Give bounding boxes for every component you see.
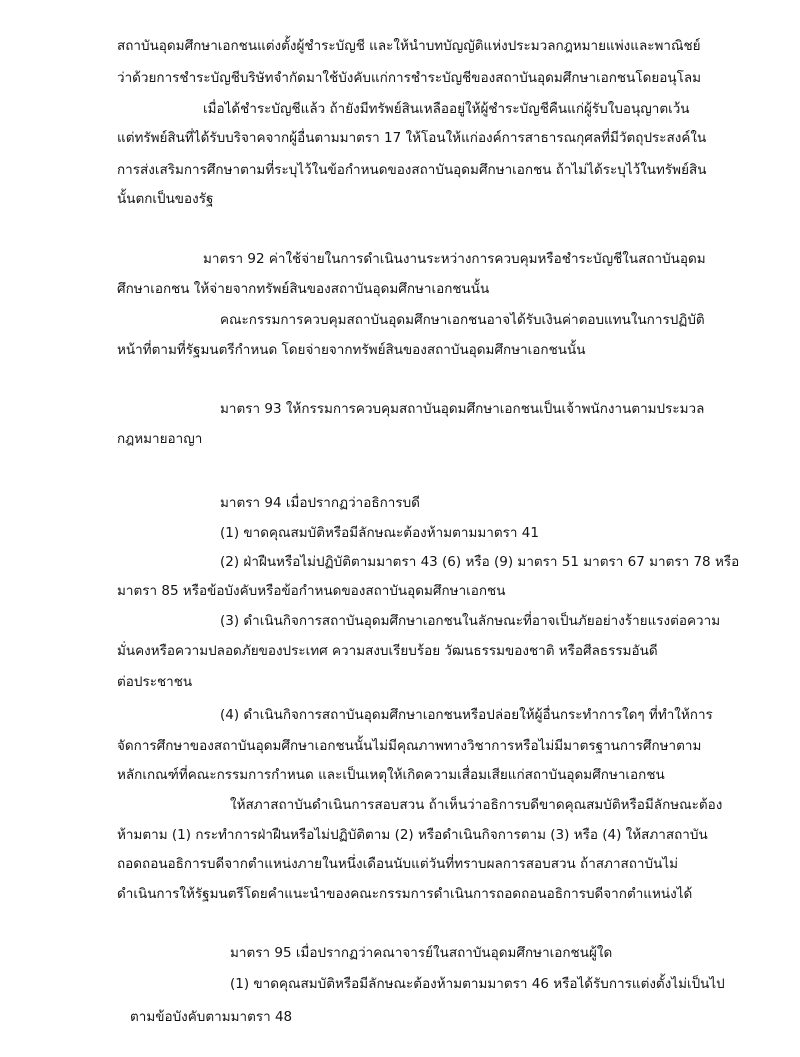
text-line: คณะกรรมการควบคุมสถาบันอุดมศึกษาเอกชนอาจได้รับเงินค่าตอบแทนในการปฏิบัติ xyxy=(220,312,705,328)
text-line: (4) ดำเนินกิจการสถาบันอุดมศึกษาเอกชนหรือปล่อยให้ผู้อื่นกระทำการใดๆ ที่ทำให้การ xyxy=(220,707,713,723)
text-line: หลักเกณฑ์ที่คณะกรรมการกำหนด และเป็นเหตุให้เกิดความเสื่อมเสียแก่สถาบันอุดมศึกษาเอกชน xyxy=(117,767,665,783)
text-line: ว่าด้วยการชำระบัญชีบริษัทจำกัดมาใช้บังคับแก่การชำระบัญชีของสถาบันอุดมศึกษาเอกชนโดยอนุโลม xyxy=(117,70,702,86)
text-line: มาตรา 92 ค่าใช้จ่ายในการดำเนินงานระหว่างการควบคุมหรือชำระบัญชีในสถาบันอุดม xyxy=(203,251,706,267)
text-line: นั้นตกเป็นของรัฐ xyxy=(117,191,214,207)
text-line: เมื่อได้ชำระบัญชีแล้ว ถ้ายังมีทรัพย์สินเหลืออยู่ให้ผู้ชำระบัญชีคืนแก่ผู้รับใบอนุญาตเว้น xyxy=(203,101,690,117)
text-line: จัดการศึกษาของสถาบันอุดมศึกษาเอกชนนั้นไม่มีคุณภาพทางวิชาการหรือไม่มีมาตรฐานการศึกษาตาม xyxy=(117,738,702,754)
text-line: ศึกษาเอกชน ให้จ่ายจากทรัพย์สินของสถาบันอุดมศึกษาเอกชนนั้น xyxy=(117,281,490,297)
text-line: มาตรา 93 ให้กรรมการควบคุมสถาบันอุดมศึกษาเอกชนเป็นเจ้าพนักงานตามประมวล xyxy=(220,401,705,417)
text-line: ดำเนินการให้รัฐมนตรีโดยคำแนะนำของคณะกรรมการดำเนินการถอดถอนอธิการบดีจากตำแหน่งได้ xyxy=(117,886,693,902)
text-line: มาตรา 94 เมื่อปรากฏว่าอธิการบดี xyxy=(220,495,420,511)
text-line: สถาบันอุดมศึกษาเอกชนแต่งตั้งผู้ชำระบัญชี และให้นำบทบัญญัติแห่งประมวลกฎหมายแพ่งและพาณิชย์ xyxy=(117,38,701,54)
text-line: ให้สภาสถาบันดำเนินการสอบสวน ถ้าเห็นว่าอธิการบดีขาดคุณสมบัติหรือมีลักษณะต้อง xyxy=(230,797,723,813)
text-line: (1) ขาดคุณสมบัติหรือมีลักษณะต้องห้ามตามมาตรา 46 หรือได้รับการแต่งตั้งไม่เป็นไป xyxy=(230,976,725,992)
text-line: การส่งเสริมการศึกษาตามที่ระบุไว้ในข้อกำหนดของสถาบันอุดมศึกษาเอกชน ถ้าไม่ได้ระบุไว้ในทรัพย์สิน xyxy=(117,162,707,178)
text-line: มั่นคงหรือความปลอดภัยของประเทศ ความสงบเรียบร้อย วัฒนธรรมของชาติ หรือศีลธรรมอันดี xyxy=(117,643,658,659)
text-line: กฎหมายอาญา xyxy=(117,431,203,447)
text-line: แต่ทรัพย์สินที่ได้รับบริจาคจากผู้อื่นตามมาตรา 17 ให้โอนให้แก่องค์การสาธารณกุศลที่มีวัตถุประสงค์ใน xyxy=(117,130,707,146)
text-line: (3) ดำเนินกิจการสถาบันอุดมศึกษาเอกชนในลักษณะที่อาจเป็นภัยอย่างร้ายแรงต่อความ xyxy=(220,613,721,629)
text-line: (2) ฝ่าฝืนหรือไม่ปฏิบัติตามมาตรา 43 (6) หรือ (9) มาตรา 51 มาตรา 67 มาตรา 78 หรือ xyxy=(220,554,740,570)
text-line: ตามข้อบังคับตามมาตรา 48 xyxy=(130,1009,293,1025)
text-line: ห้ามตาม (1) กระทำการฝ่าฝืนหรือไม่ปฏิบัติตาม (2) หรือดำเนินกิจการตาม (3) หรือ (4) ให้สภาสถาบัน xyxy=(117,827,708,843)
text-line: ต่อประชาชน xyxy=(117,674,193,690)
text-line: ถอดถอนอธิการบดีจากตำแหน่งภายในหนึ่งเดือนนับแต่วันที่ทราบผลการสอบสวน ถ้าสภาสถาบันไม่ xyxy=(117,856,679,872)
text-line: (1) ขาดคุณสมบัติหรือมีลักษณะต้องห้ามตามมาตรา 41 xyxy=(220,525,539,541)
text-line: มาตรา 85 หรือข้อบังคับหรือข้อกำหนดของสถาบันอุดมศึกษาเอกชน xyxy=(117,583,506,599)
text-line: มาตรา 95 เมื่อปรากฏว่าคณาจารย์ในสถาบันอุดมศึกษาเอกชนผู้ใด xyxy=(230,945,613,961)
text-line: หน้าที่ตามที่รัฐมนตรีกำหนด โดยจ่ายจากทรัพย์สินของสถาบันอุดมศึกษาเอกชนนั้น xyxy=(117,342,586,358)
